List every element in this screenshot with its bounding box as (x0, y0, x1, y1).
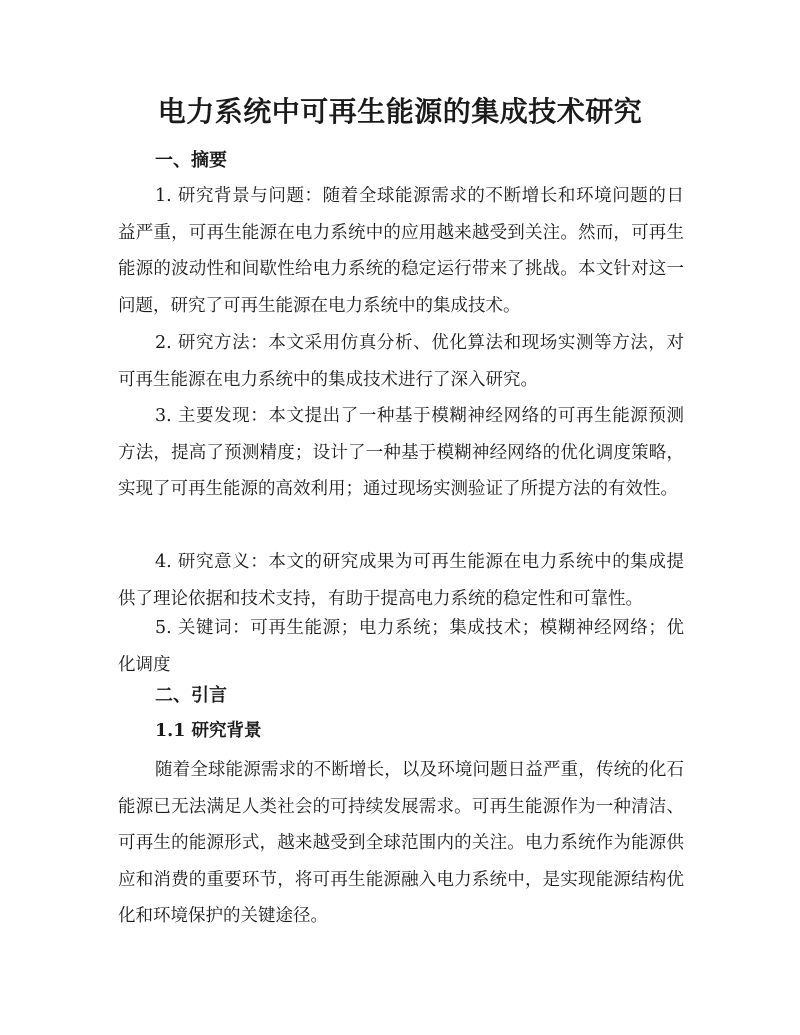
document-title: 电力系统中可再生能源的集成技术研究 (157, 95, 643, 128)
abstract-paragraph-significance: 4. 研究意义：本文的研究成果为可再生能源在电力系统中的集成提供了理论依据和技术支持，有助于提高电力系统的稳定性和可靠性。 (118, 552, 684, 609)
section-heading-abstract: 一、摘要 (155, 150, 227, 171)
abstract-paragraph-methods: 2. 研究方法：本文采用仿真分析、优化算法和现场实测等方法，对可再生能源在电力系统中的集成技术进行了深入研究。 (118, 333, 684, 390)
abstract-paragraph-findings: 3. 主要发现：本文提出了一种基于模糊神经网络的可再生能源预测方法，提高了预测精度；设计了一种基于模糊神经网络的优化调度策略，实现了可再生能源的高效利用；通过现场实测验证了所提方法的有效性。 (118, 406, 684, 499)
section-heading-introduction: 二、引言 (155, 685, 227, 706)
subsection-heading-background: 1.1 研究背景 (155, 721, 262, 741)
introduction-paragraph: 随着全球能源需求的不断增长，以及环境问题日益严重，传统的化石能源已无法满足人类社会的可持续发展需求。可再生能源作为一种清洁、可再生的能源形式，越来越受到全球范围内的关注。电力系统作为能源供应和消费的重要环节，将可再生能源融入电力系统中，是实现能源结构优化和环境保护的关键途径。 (118, 760, 684, 926)
abstract-paragraph-keywords: 5. 关键词：可再生能源；电力系统；集成技术；模糊神经网络；优化调度 (118, 618, 684, 675)
abstract-paragraph-background: 1. 研究背景与问题：随着全球能源需求的不断增长和环境问题的日益严重，可再生能源在电力系统中的应用越来越受到关注。然而，可再生能源的波动性和间歇性给电力系统的稳定运行带来了挑战。本文针对这一问题，研究了可再生能源在电力系统中的集成技术。 (118, 186, 684, 316)
